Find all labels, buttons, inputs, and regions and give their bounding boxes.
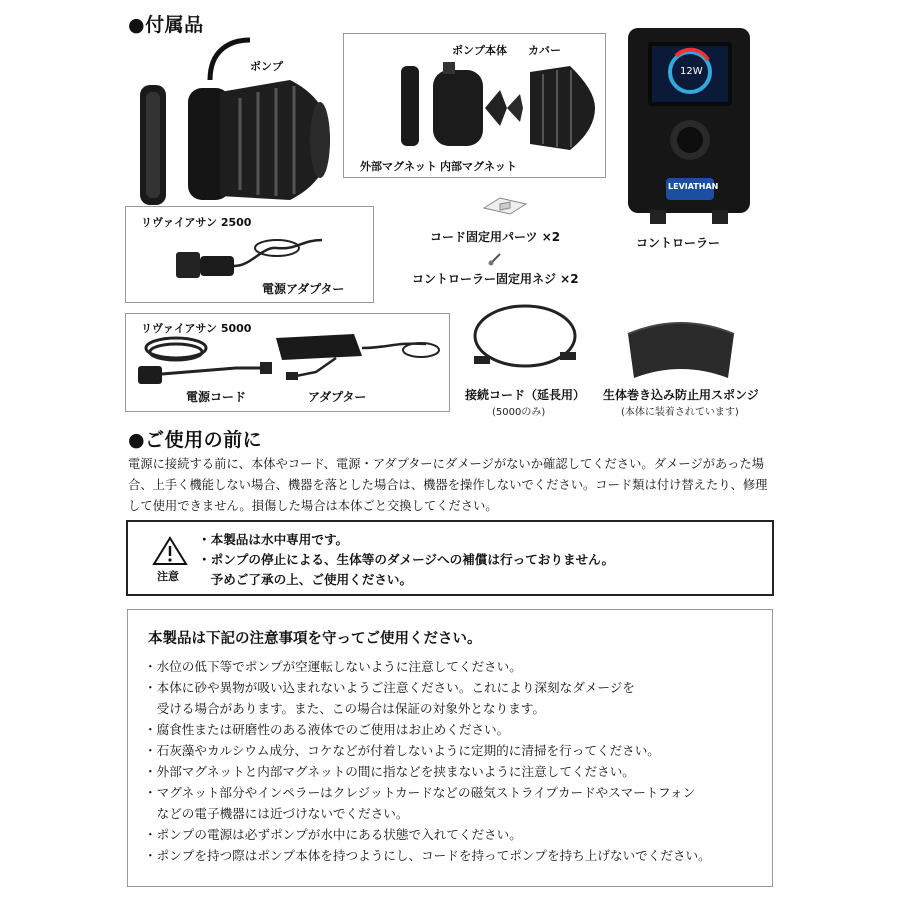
notes-list [144, 656, 711, 866]
note-line: ・石灰藻やカルシウム成分、コケなどが付着しないように定期的に清掃を行ってください。 [144, 743, 660, 758]
note-line: ・本体に砂や異物が吸い込まれないようご注意ください。これにより深刻なダメージを [144, 680, 635, 695]
notes-title: 本製品は下記の注意事項を守ってご使用ください。 [148, 631, 482, 647]
paragraph-line: 合、上手く機能しない場合、機器を落とした場合は、機器を操作しないでください。コード類は付け替えたり、修理 [128, 478, 768, 492]
sponge-label: 生体巻き込み防止用スポンジ [603, 388, 759, 402]
cord-parts-label: コード固定用パーツ ×2 [430, 230, 561, 244]
pump-illustration [140, 40, 340, 200]
extension-cord-label: 接続コード（延長用） [465, 388, 586, 402]
outer-magnet-label: 外部マグネット [360, 160, 437, 173]
pump-body-label: ポンプ本体 [452, 44, 507, 57]
adapter-2500-label: 電源アダプター [262, 282, 345, 296]
warning-triangle-icon [152, 536, 188, 566]
before-use-heading: ●ご使用の前に [128, 429, 263, 451]
controller-screw-label: コントローラー固定用ネジ ×2 [412, 272, 579, 286]
screw-icon [488, 252, 502, 266]
accessories-heading: ●付属品 [128, 14, 204, 36]
adapter-5000-adapter-label: アダプター [308, 390, 367, 404]
adapter-5000-cord-label: 電源コード [186, 390, 247, 404]
inner-magnet-label: 内部マグネット [440, 160, 517, 173]
pump-label: ポンプ [250, 60, 283, 73]
adapter-5000-illustration [136, 328, 446, 388]
caution-line: ・ポンプの停止による、生体等のダメージへの補償は行っておりません。 [198, 552, 615, 567]
note-line: 受ける場合があります。また、この場合は保証の対象外となります。 [144, 701, 545, 716]
exploded-pump-illustration [395, 60, 605, 155]
adapter-2500-illustration [172, 236, 332, 280]
note-line: ・腐食性または研磨性のある液体でのご使用はお止めください。 [144, 722, 510, 737]
cover-label: カバー [528, 44, 561, 57]
note-line: ・ポンプの電源は必ずポンプが水中にある状態で入れてください。 [144, 827, 522, 842]
extension-cord-illustration [470, 300, 580, 374]
paragraph-line: 電源に接続する前に、本体やコード、電源・アダプターにダメージがないか確認してください。ダメージがあった場 [128, 457, 764, 471]
note-line: ・マグネット部分やインペラーはクレジットカードなどの磁気ストライプカードやスマートフォン [144, 785, 696, 800]
controller-label: コントローラー [636, 236, 721, 250]
controller-brand: LEVIATHAN [668, 182, 719, 191]
caution-line: 予めご了承の上、ご使用ください。 [198, 572, 413, 587]
note-line: などの電子機器には近づけないでください。 [144, 806, 409, 821]
note-line: ・ポンプを持つ際はポンプ本体を持つようにし、コードを持ってポンプを持ち上げないでください。 [144, 848, 711, 863]
caution-lines [198, 530, 614, 590]
controller-screen-value: 12W [680, 66, 703, 77]
adapter-2500-model: リヴァイアサン 2500 [141, 216, 252, 229]
sponge-note: (本体に装着されています) [621, 407, 739, 418]
controller-illustration [628, 28, 750, 228]
note-line: ・水位の低下等でポンプが空運転しないように注意してください。 [144, 659, 522, 674]
paragraph-line: して使用できません。損傷した場合は本体ごと交換してください。 [128, 499, 498, 513]
note-line: ・外部マグネットと内部マグネットの間に指などを挟まないように注意してください。 [144, 764, 635, 779]
sponge-illustration [622, 316, 740, 380]
adapter-5000-model: リヴァイアサン 5000 [141, 322, 252, 335]
extension-cord-note: (5000のみ) [492, 407, 546, 418]
cord-clip-icon [480, 194, 530, 218]
caution-line: ・本製品は水中専用です。 [198, 532, 349, 547]
caution-label: 注意 [157, 570, 179, 583]
before-use-paragraph [128, 454, 788, 517]
